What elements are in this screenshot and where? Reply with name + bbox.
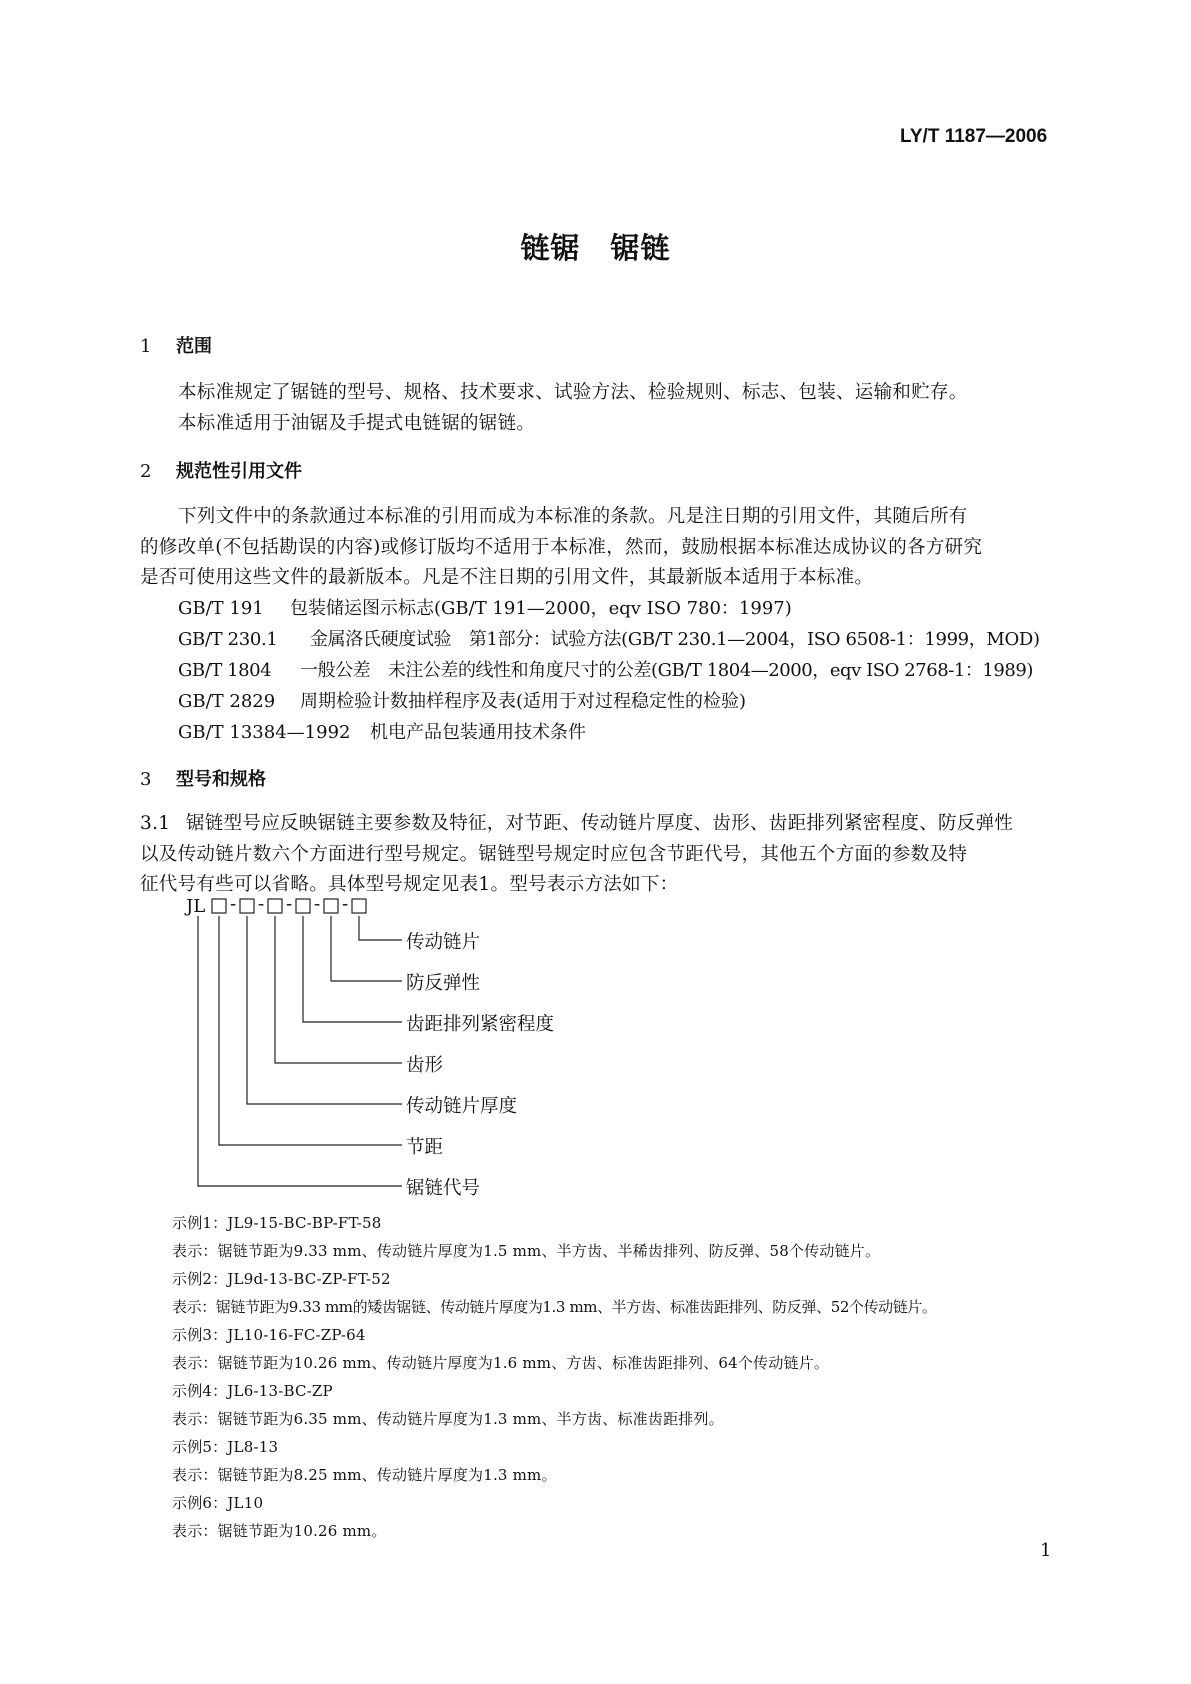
example-description: 表示：锯链节距为10.26 mm。 (172, 1522, 387, 1540)
reference-text: 包装储运图示标志(GB/T 191—2000，eqv ISO 780：1997) (290, 598, 792, 619)
diagram-label: 传动链片厚度 (406, 1096, 518, 1117)
clause-text: 锯链型号应反映锯链主要参数及特征，对节距、传动链片厚度、齿形、齿距排列紧密程度、防反弹性 (186, 813, 1014, 834)
code-box (352, 899, 366, 913)
separator: - (286, 894, 293, 915)
code-box (296, 899, 310, 913)
reference-text: 金属洛氏硬度试验 第1部分：试验方法(GB/T 230.1—2004，ISO 6508-1：1999，MOD) (310, 629, 1040, 650)
model-prefix: JL (186, 896, 206, 917)
leader-line (359, 916, 402, 940)
example-label: 示例5：JL8-13 (172, 1438, 279, 1456)
paragraph-line: 下列文件中的条款通过本标准的引用而成为本标准的条款。凡是注日期的引用文件，其随后所有 (178, 506, 968, 527)
page-number: 1 (1040, 1540, 1052, 1561)
section-title: 规范性引用文件 (176, 461, 302, 482)
section-number: 3 (140, 769, 152, 790)
paragraph-line: 的修改单(不包括勘误的内容)或修订版均不适用于本标准，然而，鼓励根据本标准达成协议的各方研究 (140, 537, 983, 558)
paragraph-line: 以及传动链片数六个方面进行型号规定。锯链型号规定时应包含节距代号，其他五个方面的参数及特 (140, 844, 968, 865)
section-title: 型号和规格 (176, 769, 266, 790)
diagram-label: 齿形 (406, 1055, 444, 1076)
paragraph-line: 征代号有些可以省略。具体型号规定见表1。型号表示方法如下： (140, 874, 679, 895)
example-label: 示例2：JL9d-13-BC-ZP-FT-52 (172, 1270, 391, 1288)
reference-code: GB/T 1804 (178, 660, 272, 681)
code-box (268, 899, 282, 913)
diagram-label: 锯链代号 (406, 1178, 481, 1199)
diagram-label: 传动链片 (406, 932, 481, 953)
diagram-label: 防反弹性 (406, 973, 481, 994)
section-title: 范围 (176, 336, 212, 357)
separator: - (258, 894, 265, 915)
diagram-label: 节距 (406, 1137, 444, 1158)
clause-number: 3.1 (140, 813, 171, 834)
separator: - (342, 894, 349, 915)
leader-line (303, 916, 402, 1022)
paragraph: 本标准适用于油锯及手提式电链锯的锯链。 (178, 413, 536, 434)
reference-code: GB/T 191 (178, 598, 264, 619)
example-description: 表示：锯链节距为8.25 mm、传动链片厚度为1.3 mm。 (172, 1466, 557, 1484)
reference-text: 机电产品包装通用技术条件 (370, 722, 586, 743)
example-description: 表示：锯链节距为9.33 mm、传动链片厚度为1.5 mm、半方齿、半稀齿排列、防反弹、58个传动链片。 (172, 1242, 881, 1260)
code-box (324, 899, 338, 913)
leader-line (247, 916, 402, 1104)
section-number: 2 (140, 461, 152, 482)
standard-code: LY/T 1187—2006 (900, 126, 1048, 147)
reference-code: GB/T 13384—1992 (178, 722, 351, 743)
diagram-label: 齿距排列紧密程度 (406, 1014, 555, 1035)
paragraph-line: 是否可使用这些文件的最新版本。凡是不注日期的引用文件，其最新版本适用于本标准。 (140, 567, 874, 588)
example-description: 表示：锯链节距为9.33 mm的矮齿锯链、传动链片厚度为1.3 mm、半方齿、标准齿距排列、防反弹、52个传动链片。 (172, 1298, 937, 1316)
separator: - (314, 894, 321, 915)
example-label: 示例4：JL6-13-BC-ZP (172, 1382, 333, 1400)
reference-code: GB/T 2829 (178, 691, 276, 712)
code-box (212, 899, 226, 913)
leader-line (275, 916, 402, 1063)
leader-line (331, 916, 402, 981)
example-label: 示例3：JL10-16-FC-ZP-64 (172, 1326, 366, 1344)
example-label: 示例6：JL10 (172, 1494, 264, 1512)
paragraph: 本标准规定了锯链的型号、规格、技术要求、试验方法、检验规则、标志、包装、运输和贮存。 (178, 382, 968, 403)
section-number: 1 (140, 336, 152, 357)
code-box (240, 899, 254, 913)
separator: - (230, 894, 237, 915)
document-title: 链锯 锯链 (520, 231, 671, 265)
reference-text: 一般公差 未注公差的线性和角度尺寸的公差(GB/T 1804—2000，eqv ISO 2768-1：1989) (300, 660, 1033, 681)
reference-text: 周期检验计数抽样程序及表(适用于对过程稳定性的检验) (300, 691, 747, 712)
example-description: 表示：锯链节距为10.26 mm、传动链片厚度为1.6 mm、方齿、标准齿距排列、64个传动链片。 (172, 1354, 830, 1372)
example-label: 示例1：JL9-15-BC-BP-FT-58 (172, 1214, 382, 1232)
example-description: 表示：锯链节距为6.35 mm、传动链片厚度为1.3 mm、半方齿、标准齿距排列。 (172, 1410, 724, 1428)
reference-code: GB/T 230.1 (178, 629, 278, 650)
